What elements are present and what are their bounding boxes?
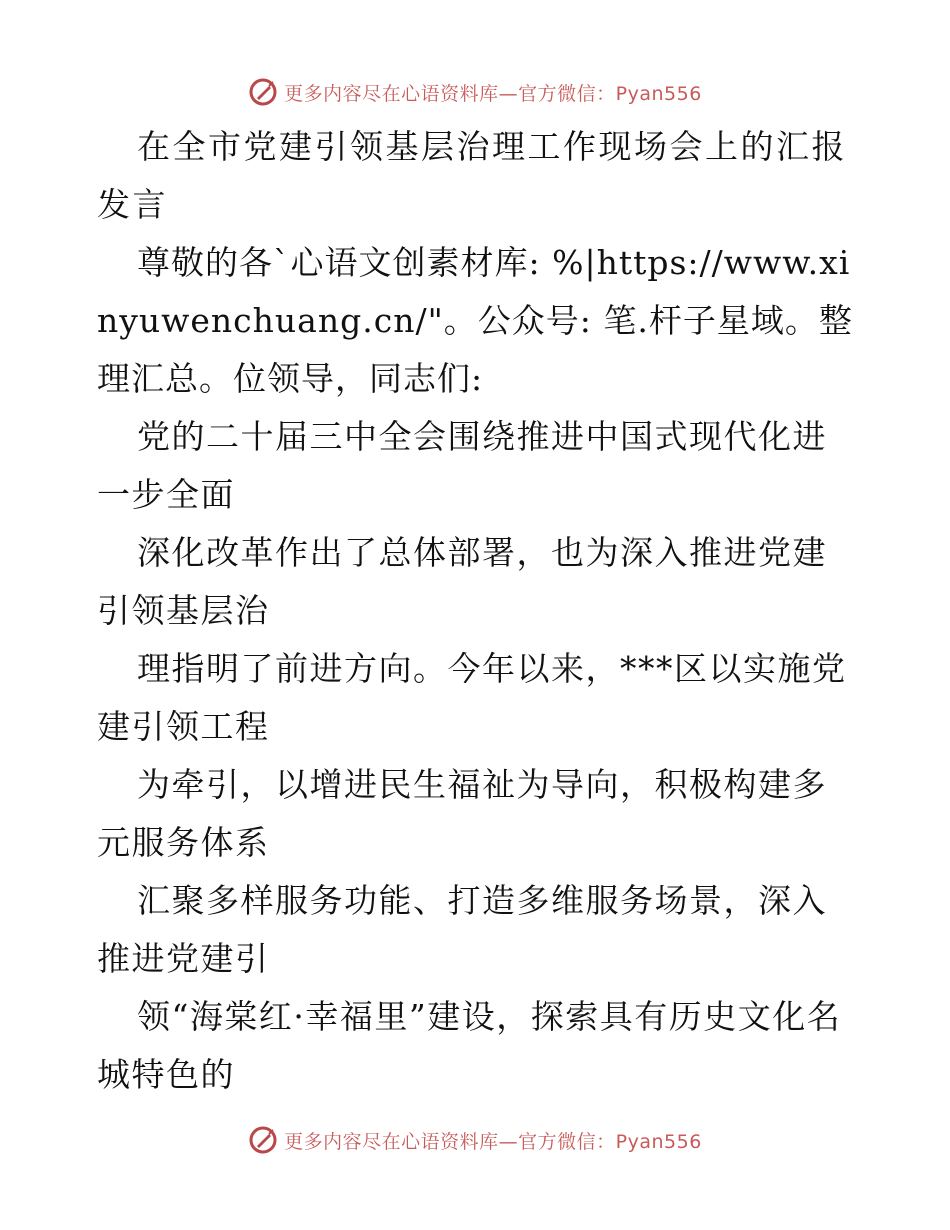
paragraph-5: 汇聚多样服务功能、打造多维服务场景，深入推进党建引 (97, 881, 827, 978)
paragraph-2: 深化改革作出了总体部署，也为深入推进党建引领基层治 (97, 533, 827, 630)
document-title: 在全市党建引领基层治理工作现场会上的汇报发言 (97, 127, 847, 224)
paragraph-1: 党的二十届三中全会围绕推进中国式现代化进一步全面 (97, 417, 827, 514)
quill-seal-icon (248, 1125, 278, 1155)
footer-banner (0, 1120, 950, 1160)
banner-text: 更多内容尽在心语资料库—官方微信：Pyan556 (284, 82, 702, 105)
banner-text: 更多内容尽在心语资料库—官方微信：Pyan556 (284, 1130, 702, 1153)
paragraph-6: 领“海棠红·幸福里”建设，探索具有历史文化名城特色的 (97, 997, 842, 1094)
header-banner (0, 72, 950, 112)
document-body (97, 118, 857, 1104)
paragraph-4: 为牵引，以增进民生福祉为导向，积极构建多元服务体系 (97, 765, 827, 862)
salutation: 尊敬的各`心语文创素材库: %|https://www.xinyuwenchuang.cn/"。公众号: 笔.杆子星域。整理汇总。位领导，同志们: (97, 243, 853, 398)
paragraph-3: 理指明了前进方向。今年以来，***区以实施党建引领工程 (97, 649, 847, 746)
quill-seal-icon (248, 77, 278, 107)
